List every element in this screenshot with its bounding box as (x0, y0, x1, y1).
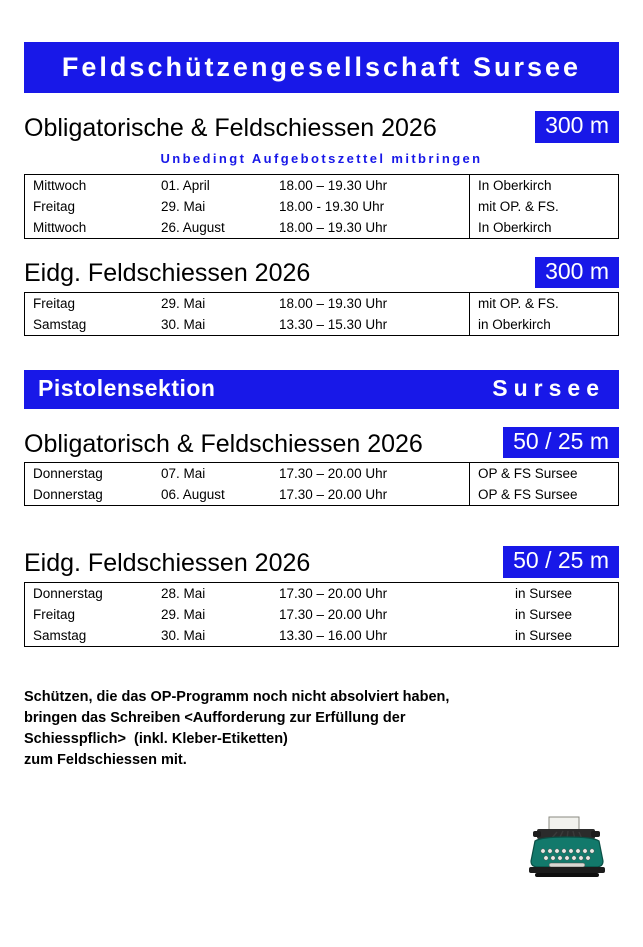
section-title: Eidg. Feldschiessen 2026 (24, 549, 311, 578)
table-row (25, 604, 619, 625)
row-time: 18.00 – 19.30 Uhr (279, 295, 388, 311)
row-time: 13.30 – 16.00 Uhr (279, 627, 388, 643)
schedule-table-eidg-50-25m (24, 582, 619, 647)
section-title: Obligatorische & Feldschiessen 2026 (24, 114, 437, 143)
row-date: 29. Mai (161, 198, 206, 214)
row-place: in Sursee (514, 606, 573, 622)
table-row (25, 484, 619, 506)
row-time: 17.30 – 20.00 Uhr (279, 606, 388, 622)
pistol-banner-left: Pistolensektion (38, 374, 216, 401)
row-day: Freitag (33, 606, 76, 622)
schedule-table-obligatorische-300m (24, 174, 619, 239)
row-date: 29. Mai (161, 606, 206, 622)
schedule-table-obligatorisch-50-25m (24, 462, 619, 506)
row-day: Samstag (33, 627, 87, 643)
schedule-table-eidg-300m (24, 292, 619, 336)
row-day: Freitag (33, 198, 76, 214)
footer-note-line-4: zum Feldschiessen mit. (24, 751, 187, 768)
row-day: Donnerstag (33, 585, 103, 601)
row-day: Donnerstag (33, 487, 103, 503)
row-day: Samstag (33, 316, 87, 332)
row-place: mit OP. & FS. (470, 292, 619, 314)
row-date: 30. Mai (161, 316, 206, 332)
typewriter-icon (521, 815, 613, 885)
row-time: 17.30 – 20.00 Uhr (279, 466, 388, 482)
row-date: 29. Mai (161, 295, 206, 311)
section-heading-obligatorisch-50-25m (24, 427, 619, 458)
table-row (25, 314, 619, 336)
distance-badge-300m: 300 m (535, 111, 619, 142)
table-row (25, 463, 619, 485)
section-heading-eidg-300m (24, 257, 619, 288)
footer-note-line-2: bringen das Schreiben <Aufforderung zur Erfüllung der (24, 709, 406, 726)
footer-note-line-1: Schützen, die das OP-Programm noch nicht absolviert haben, (24, 688, 450, 705)
row-day: Mittwoch (33, 219, 87, 235)
row-place: in Sursee (514, 627, 573, 643)
row-place: mit OP. & FS. (470, 196, 619, 217)
row-day: Mittwoch (33, 177, 87, 193)
table-row (25, 292, 619, 314)
distance-badge-300m: 300 m (535, 257, 619, 288)
row-place: in Oberkirch (470, 314, 619, 336)
section-title: Obligatorisch & Feldschiessen 2026 (24, 429, 423, 458)
footer-note-line-3: Schiesspflich> (inkl. Kleber-Etiketten) (24, 730, 288, 747)
row-date: 26. August (161, 219, 225, 235)
table-row (25, 625, 619, 647)
row-time: 18.00 - 19.30 Uhr (279, 198, 385, 214)
row-day: Donnerstag (33, 466, 103, 482)
section-heading-eidg-50-25m (24, 546, 619, 577)
bring-notice: Unbedingt Aufgebotszettel mitbringen (160, 150, 483, 166)
row-date: 30. Mai (161, 627, 206, 643)
row-time: 17.30 – 20.00 Uhr (279, 585, 388, 601)
table-row (25, 217, 619, 239)
row-place: In Oberkirch (470, 174, 619, 196)
row-time: 18.00 – 19.30 Uhr (279, 219, 388, 235)
row-place: OP & FS Sursee (470, 463, 619, 485)
row-place: OP & FS Sursee (470, 484, 619, 506)
page-title: Feldschützengesellschaft Sursee (24, 42, 619, 93)
distance-badge-50-25m: 50 / 25 m (503, 427, 619, 458)
section-title: Eidg. Feldschiessen 2026 (24, 259, 311, 288)
distance-badge-50-25m: 50 / 25 m (503, 546, 619, 577)
row-day: Freitag (33, 295, 76, 311)
footer-note (24, 687, 564, 771)
row-date: 28. Mai (161, 585, 206, 601)
row-date: 01. April (161, 177, 210, 193)
poster-page (0, 42, 643, 947)
row-place: in Sursee (514, 585, 573, 601)
row-time: 13.30 – 15.30 Uhr (279, 316, 388, 332)
row-date: 06. August (161, 487, 225, 503)
table-row (25, 196, 619, 217)
row-date: 07. Mai (161, 466, 206, 482)
table-row (25, 174, 619, 196)
table-row (25, 582, 619, 604)
row-place: In Oberkirch (470, 217, 619, 239)
pistol-section-banner (24, 370, 619, 409)
section-heading-obligatorische-300m (24, 111, 619, 142)
spacer (24, 506, 619, 528)
row-time: 17.30 – 20.00 Uhr (279, 487, 388, 503)
row-time: 18.00 – 19.30 Uhr (279, 177, 388, 193)
pistol-banner-right: Sursee (492, 374, 605, 401)
